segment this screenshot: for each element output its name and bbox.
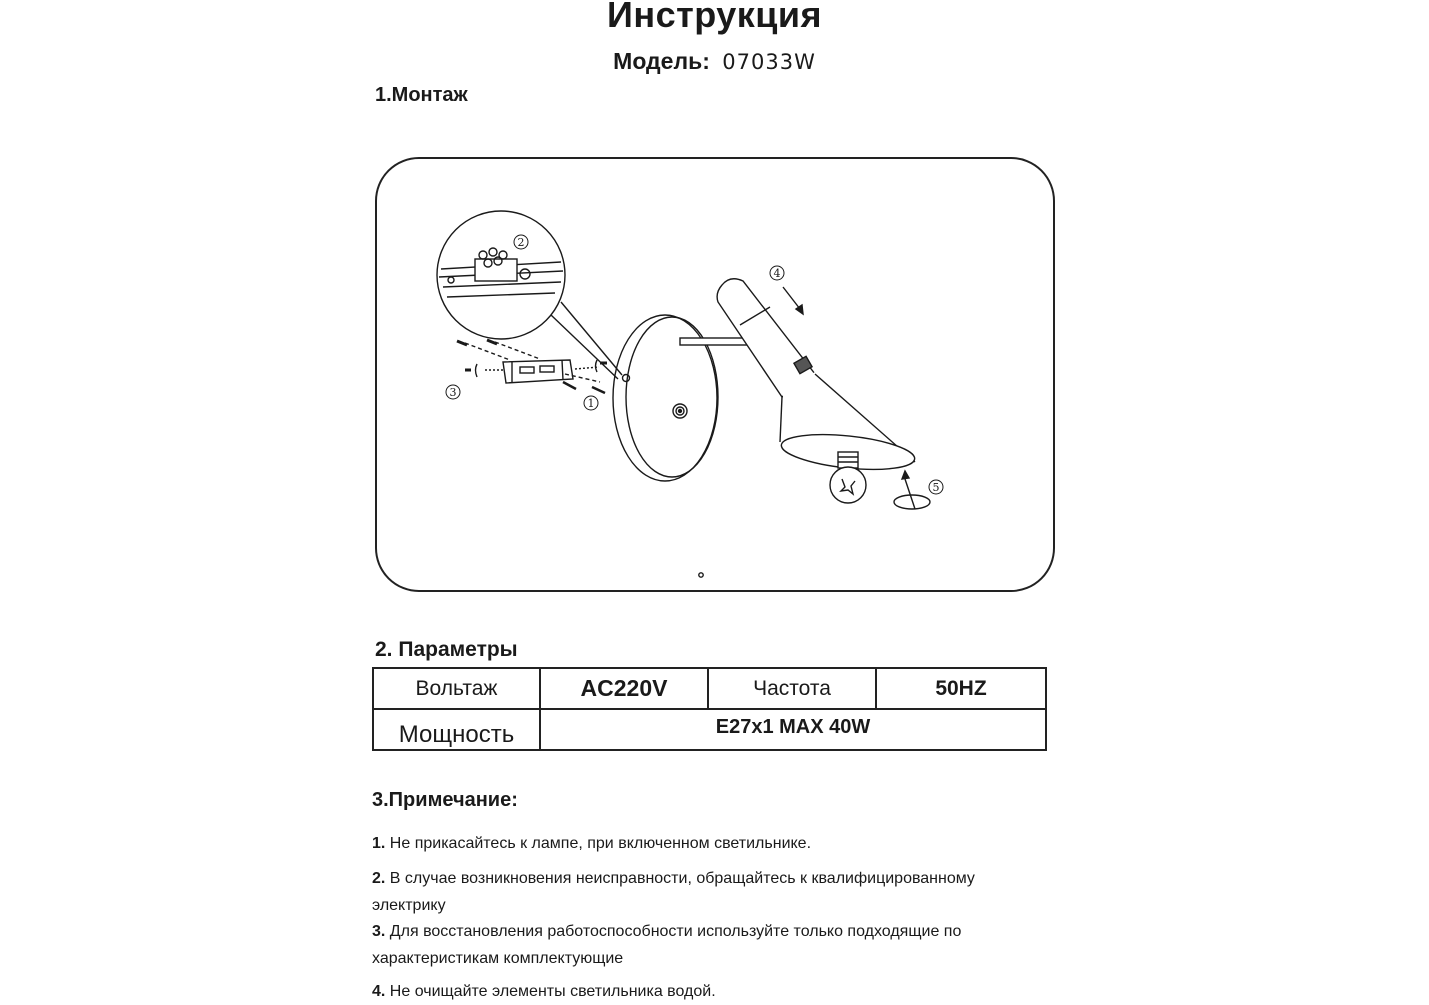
note-item-3: 3. Для восстановления работоспособности используйте только подходящие по характеристикам комплектующие — [372, 923, 962, 967]
step-marker-1 — [584, 396, 598, 410]
note-item-2: 2. В случае возникновения неисправности, обращайтесь к квалифицированному электрику — [372, 870, 975, 914]
light-bulb — [830, 467, 866, 503]
table-row — [373, 668, 1046, 709]
lamp-assembly-illustration — [375, 157, 1055, 592]
power-label: Мощность — [373, 709, 540, 750]
note-item-1: 1. Не прикасайтесь к лампе, при включенном светильнике. — [372, 835, 812, 852]
voltage-label: Вольтаж — [373, 668, 540, 709]
mounting-diagram — [375, 157, 1055, 592]
step-marker-2 — [514, 235, 528, 249]
step-marker-5 — [929, 480, 943, 494]
document-title: Инструкция — [606, 0, 823, 35]
svg-text:2: 2 — [517, 236, 525, 249]
frequency-label: Частота — [708, 668, 876, 709]
svg-text:5: 5 — [932, 481, 940, 494]
frequency-value: 50HZ — [876, 668, 1046, 709]
svg-text:1: 1 — [587, 397, 595, 410]
power-value: E27x1 MAX 40W — [540, 709, 1046, 750]
section-notes-title: 3.Примечание: — [372, 789, 518, 811]
model-label: Модель: — [613, 48, 710, 74]
step-marker-3 — [446, 385, 460, 399]
svg-text:4: 4 — [773, 267, 781, 280]
parameters-table — [372, 667, 1047, 751]
model-value: 07033W — [722, 50, 816, 74]
svg-text:3: 3 — [449, 386, 457, 399]
step-marker-4 — [770, 266, 784, 280]
voltage-value: AC220V — [540, 668, 708, 709]
section-mounting-title: 1.Монтаж — [375, 84, 468, 106]
model-line — [0, 48, 1429, 75]
table-row — [373, 709, 1046, 750]
note-item-4: 4. Не очищайте элементы светильника водой. — [372, 983, 716, 1000]
section-parameters-title: 2. Параметры — [375, 638, 518, 661]
